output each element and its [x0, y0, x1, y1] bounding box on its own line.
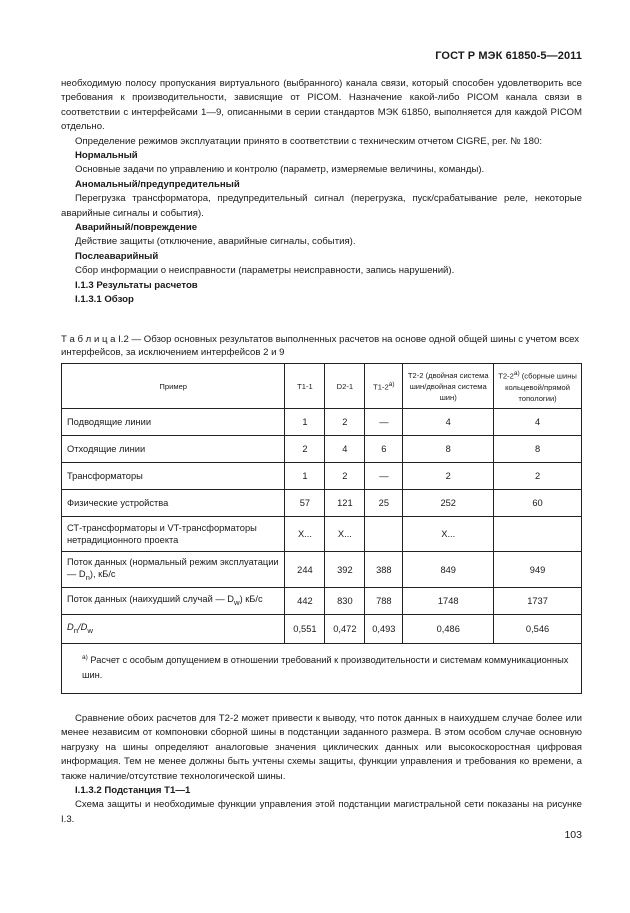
paragraph: необходимую полосу пропускания виртуального (выбранного) канала связи, который способен удовлетворить все требования к производительности, зависящие от PICOM. Назначение какой-либо PICOM канала связи в соответствии с интерфейсами 1—9, описанными в серии стандартов МЭК 61850, выполняется для каждой PICOM отдельно. [61, 78, 582, 133]
table-footnote-row [62, 644, 582, 694]
cell: 57 [285, 490, 325, 517]
cell: 252 [403, 490, 494, 517]
section-heading: I.1.3 Результаты расчетов [75, 279, 198, 291]
row-label: $D_n/D_w$ [62, 615, 285, 644]
cell: 2 [325, 409, 365, 436]
table-header-row [62, 364, 582, 409]
cell: 6 [365, 436, 403, 463]
cell: 788 [365, 588, 403, 615]
cell: 0,546 [494, 615, 582, 644]
table-row [62, 490, 582, 517]
mode-title-emergency: Аварийный/повреждение [75, 222, 198, 234]
table-row [62, 463, 582, 490]
mode-title-abnormal: Аномальный/предупредительный [75, 178, 240, 190]
row-label: Отходящие линии [62, 436, 285, 463]
cell: 392 [325, 552, 365, 588]
cell [494, 517, 582, 552]
cell: X... [325, 517, 365, 552]
cell: 60 [494, 490, 582, 517]
row-label: Трансформаторы [62, 463, 285, 490]
cell: 4 [403, 409, 494, 436]
cell: 2 [494, 463, 582, 490]
row-label: Подводящие линии [62, 409, 285, 436]
cell: — [365, 409, 403, 436]
cell: 8 [494, 436, 582, 463]
subsection-heading: I.1.3.1 Обзор [75, 294, 134, 306]
cell: 1737 [494, 588, 582, 615]
mode-text-normal: Основные задачи по управлению и контролю (параметр, измеряемые величины, команды). [75, 164, 485, 176]
paragraph: Схема защиты и необходимые функции управления этой подстанции магистральной сети показаны на рисунке I.3. [61, 799, 582, 825]
table-row [62, 409, 582, 436]
results-table [61, 363, 582, 694]
cell: 0,493 [365, 615, 403, 644]
cell: 1 [285, 463, 325, 490]
paragraph: Сравнение обоих расчетов для Т2-2 может привести к выводу, что поток данных в наихудшем случае более или менее независим от компоновки сборной шины в подстанции заданного размера. В этом особом случае основную нагрузку на шины определяют аналоговые значения циклических данных или высокоскоростная цифровая информация. Тем не менее должны быть учтены схемы защиты, функции управления и требования ко времени, а также наличие/отсутствие технологической шины. [61, 713, 582, 782]
table-row [62, 436, 582, 463]
header-example: Пример [62, 364, 285, 409]
mode-text-emergency: Действие защиты (отключение, аварийные сигналы, события). [75, 236, 356, 248]
table-caption [61, 333, 582, 359]
table-row [62, 517, 582, 552]
cell: 442 [285, 588, 325, 615]
mode-title-post-emergency: Послеаварийный [75, 250, 159, 262]
cell: 121 [325, 490, 365, 517]
row-label: Поток данных (наихудший случай — $D_w$) кБ/с [62, 588, 285, 615]
cell: 2 [325, 463, 365, 490]
mode-text-post-emergency: Сбор информации о неисправности (параметры неисправности, запись нарушений). [75, 265, 455, 277]
cell [365, 517, 403, 552]
cell: 0,472 [325, 615, 365, 644]
table-footnote: $^{a)}$ Расчет с особым допущением в отношении требований к производительности и системам коммуникационных шин. [62, 644, 582, 694]
mode-title-normal: Нормальный [75, 150, 138, 162]
intro-text-block [61, 77, 582, 308]
table-row [62, 615, 582, 644]
conclusion-text-block [61, 712, 582, 827]
paragraph: Определение режимов эксплуатации принято в соответствии с техническим отчетом CIGRE, рег. № 180: [75, 135, 542, 147]
cell: 244 [285, 552, 325, 588]
cell: 0,551 [285, 615, 325, 644]
table-row [62, 588, 582, 615]
cell: 2 [403, 463, 494, 490]
document-header: ГОСТ Р МЭК 61850-5—2011 [435, 50, 582, 62]
cell: 0,486 [403, 615, 494, 644]
table-row [62, 552, 582, 588]
cell: X... [403, 517, 494, 552]
header-t11: Т1-1 [285, 364, 325, 409]
cell: 830 [325, 588, 365, 615]
row-label: Физические устройства [62, 490, 285, 517]
cell: 1748 [403, 588, 494, 615]
cell: 949 [494, 552, 582, 588]
cell: 849 [403, 552, 494, 588]
mode-text-abnormal: Перегрузка трансформатора, предупредительный сигнал (перегрузка, пуск/срабатывание реле, некоторые аварийные сигналы и события). [61, 193, 582, 219]
cell: 388 [365, 552, 403, 588]
cell: X... [285, 517, 325, 552]
cell: 2 [285, 436, 325, 463]
cell: — [365, 463, 403, 490]
cell: 1 [285, 409, 325, 436]
cell: 4 [325, 436, 365, 463]
row-label: Поток данных (нормальный режим эксплуатации — $D_n$), кБ/с [62, 552, 285, 588]
header-t12: Т1-2$^{a)}$ [365, 364, 403, 409]
header-t22-double-bus: Т2-2 (двойная система шин/двойная система шин) [403, 364, 494, 409]
row-label: СТ-трансформаторы и VT-трансформаторы нетрадиционного проекта [62, 517, 285, 552]
table-caption-prefix: Т а б л и ц а I.2 [61, 334, 129, 345]
cell: 25 [365, 490, 403, 517]
table-caption-text: — Обзор основных результатов выполненных расчетов на основе одной общей шины с учетом всех интерфейсов, за исключением интерфейсов 2 и 9 [61, 334, 580, 358]
page-number: 103 [564, 829, 582, 841]
header-d21: D2-1 [325, 364, 365, 409]
section-heading: I.1.3.2 Подстанция Т1—1 [75, 785, 191, 797]
cell: 8 [403, 436, 494, 463]
header-t22-ring: Т2-2$^{a)}$ (сборные шины кольцевой/прямой топологии) [494, 364, 582, 409]
cell: 4 [494, 409, 582, 436]
